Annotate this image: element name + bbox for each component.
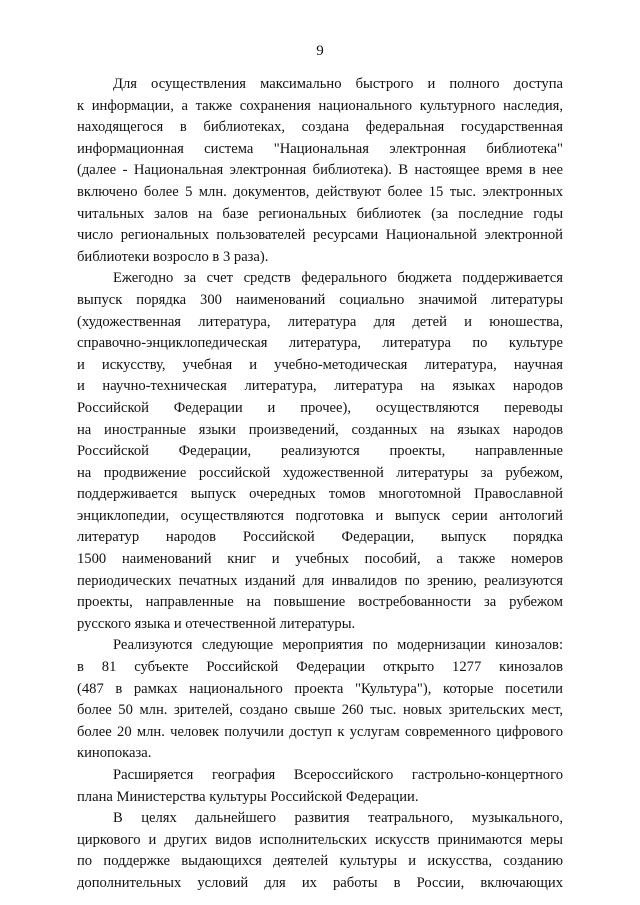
paragraph — [77, 765, 563, 808]
text-line: справочно-энциклопедическая литература, литература по культуре — [77, 335, 563, 352]
text-line: энциклопедии, осуществляются подготовка и выпуск серии антологий — [77, 507, 563, 524]
text-line: число региональных пользователей ресурсами Национальной электронной — [77, 227, 563, 244]
text-line: по поддержке выдающихся деятелей культуры и искусства, созданию — [77, 853, 563, 870]
text-line: на иностранные языки произведений, созданных на языках народов — [77, 421, 563, 438]
text-line: библиотеки возросло в 3 раза). — [77, 248, 269, 265]
text-line: и научно-техническая литература, литература на языках народов — [77, 378, 563, 395]
text-line: более 20 млн. человек получили доступ к услугам современного цифрового — [77, 723, 563, 740]
text-line: Российской Федерации и прочее), осуществляются переводы — [77, 399, 563, 416]
text-line: в 81 субъекте Российской Федерации открыто 1277 кинозалов — [77, 659, 563, 676]
text-line: (далее - Национальная электронная библиотека). В настоящее время в нее — [77, 162, 563, 179]
paragraph — [77, 808, 563, 894]
text-line: на продвижение российской художественной литературы за рубежом, — [77, 464, 563, 481]
text-line: литератур народов Российской Федерации, выпуск порядка — [77, 529, 563, 546]
text-line: включено более 5 млн. документов, действуют более 15 тыс. электронных — [77, 183, 563, 200]
text-line: поддерживается выпуск очередных томов многотомной Православной — [77, 486, 563, 503]
text-line: проекты, направленные на повышение востребованности за рубежом — [77, 594, 563, 611]
text-line: (487 в рамках национального проекта "Культура"), которые посетили — [77, 680, 563, 697]
text-line: находящегося в библиотеках, создана федеральная государственная — [77, 119, 563, 136]
text-line: Реализуются следующие мероприятия по модернизации кинозалов: — [113, 637, 563, 654]
text-line: плана Министерства культуры Российской Федерации. — [77, 788, 419, 805]
text-line: периодических печатных изданий для инвалидов по зрению, реализуются — [77, 572, 563, 589]
text-line: Ежегодно за счет средств федерального бюджета поддерживается — [113, 270, 563, 287]
paragraph — [77, 74, 563, 268]
text-line: выпуск порядка 300 наименований социально значимой литературы — [77, 291, 563, 308]
text-line: дополнительных условий для их работы в России, включающих — [77, 874, 563, 891]
paragraph — [77, 635, 563, 765]
text-line: циркового и других видов исполнительских искусств принимаются меры — [77, 831, 563, 848]
text-line: информационная система "Национальная электронная библиотека" — [77, 140, 563, 157]
text-line: и искусству, учебная и учебно-методическая литература, научная — [77, 356, 563, 373]
paragraph — [77, 268, 563, 635]
text-line: русского языка и отечественной литературы. — [77, 615, 356, 632]
text-line: кинопоказа. — [77, 745, 152, 762]
text-line: читальных залов на базе региональных библиотек (за последние годы — [77, 205, 563, 222]
text-line: Для осуществления максимально быстрого и полного доступа — [113, 76, 563, 92]
text-line: В целях дальнейшего развития театрального, музыкального, — [113, 810, 563, 827]
text-line: Расширяется география Всероссийского гастрольно-концертного — [113, 767, 563, 783]
page-number: 9 — [316, 43, 324, 59]
text-line: к информации, а также сохранения национального культурного наследия, — [77, 97, 563, 114]
text-line: более 50 млн. зрителей, создано свыше 260 тыс. новых зрительских мест, — [77, 702, 563, 719]
document-body — [77, 74, 563, 895]
text-line: Российской Федерации, реализуются проекты, направленные — [77, 443, 563, 460]
text-line: 1500 наименований книг и учебных пособий, а также номеров — [77, 551, 563, 568]
text-line: (художественная литература, литература для детей и юношества, — [77, 313, 563, 330]
